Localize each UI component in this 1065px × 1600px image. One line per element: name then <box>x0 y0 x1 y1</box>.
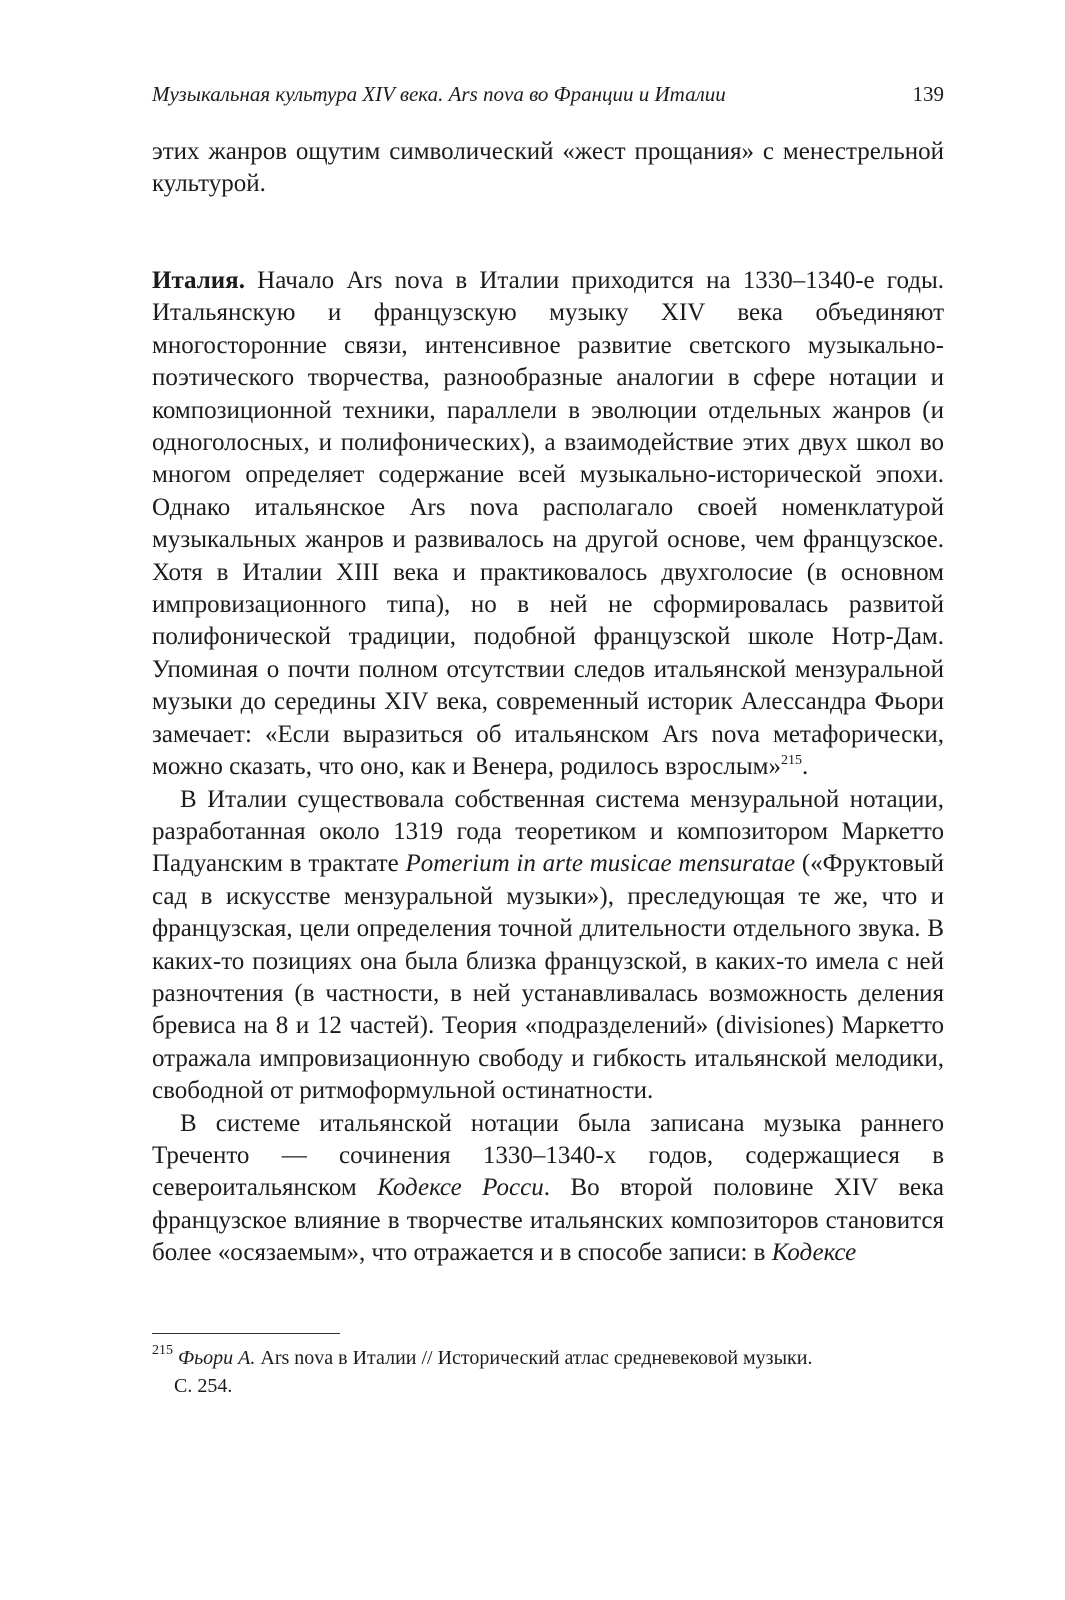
paragraph-1 <box>152 265 944 784</box>
treatise-title: Pomerium in arte musicae mensuratae <box>405 850 796 878</box>
paragraph-1-text: Начало Ars nova в Италии приходится на 1330–1340-е годы. Итальянскую и французскую музыку XIV века объединяют многосторонние связи, интенсивное развитие светского музыкально-поэтического творчества, разнообразные аналогии в сфере нотации и композиционной техники, параллели в эволюции отдельных жанров (и одноголосных, и полифонических), а взаимодействие этих двух школ во многом определяет содержание всей музыкально-исторической эпохи. Однако итальянское Ars nova располагало своей номенклатурой музыкальных жанров и развивалось на другой основе, чем французское. Хотя в Италии XIII века и практиковалось двухголосие (в основном импровизационного типа), но в ней не сформировалась развитой полифонической традиции, подобной французской школе Нотр-Дам. Упоминая о почти полном отсутствии следов итальянской мензуральной музыки до середины XIV века, современный историк Алессандра Фьори замечает: «Если выразиться об итальянском Ars nova метафорически, можно сказать, что оно, как и Венера, родилось взрослым» <box>152 267 944 781</box>
carryover-text: этих жанров ощутим символический «жест прощания» с менестрельной культурой. <box>152 138 944 198</box>
paragraph-3-text-a: В системе итальянской нотации была записана музыка раннего Треченто — сочинения 1330–1340-х годов, содержащиеся в североитальянском <box>152 1109 944 1202</box>
main-text <box>152 265 944 1270</box>
footnote-page: С. 254. <box>174 1375 233 1397</box>
paragraph-1-end: . <box>801 753 809 781</box>
footnote-line <box>152 1344 944 1372</box>
codex-name: Кодексе Росси <box>377 1174 544 1202</box>
paragraph-2 <box>152 784 944 1108</box>
running-title: Музыкальная культура XIV века. Ars nova во Франции и Италии <box>152 82 726 106</box>
page-number: 139 <box>912 82 944 106</box>
paragraph-3 <box>152 1108 944 1270</box>
section-lead: Италия. <box>152 267 245 294</box>
carryover-paragraph <box>152 136 944 201</box>
paragraph-2-text-a: В Италии существовала собственная система мензуральной нотации, разработанная около 1319 года теоретиком и композитором Маркетто Падуанским в трактате <box>152 785 944 878</box>
footnote-text: Ars nova в Италии // Исторический атлас средневековой музыки. <box>255 1347 813 1369</box>
running-header <box>152 82 944 107</box>
footnote <box>152 1344 944 1400</box>
footnote-ref[interactable]: 215 <box>780 753 802 769</box>
paragraph-3-text-b: . Во второй половине XIV века французское влияние в творчестве итальянских композиторов становится более «осязаемым», что отражается и в способе записи: в <box>152 1174 944 1267</box>
footnote-author: Фьори А. <box>178 1347 256 1369</box>
codex-word: Кодексе <box>771 1239 857 1267</box>
footnote-number: 215 <box>152 1343 173 1358</box>
paragraph-2-text-b: («Фруктовый сад в искусстве мензуральной музыки»), преследующая те же, что и французская, цели определения точной длительности отдельного звука. В каких-то позициях она была близка французской, в каких-то имела с ней разночтения (в частности, в ней устанавливалась возможность деления бревиса на 8 и 12 частей). Теория «подразделений» (divisiones) Маркетто отражала импровизационную свободу и гибкость итальянской мелодики, свободной от ритмоформульной остинатности. <box>152 850 944 1105</box>
footnote-divider <box>152 1333 340 1334</box>
